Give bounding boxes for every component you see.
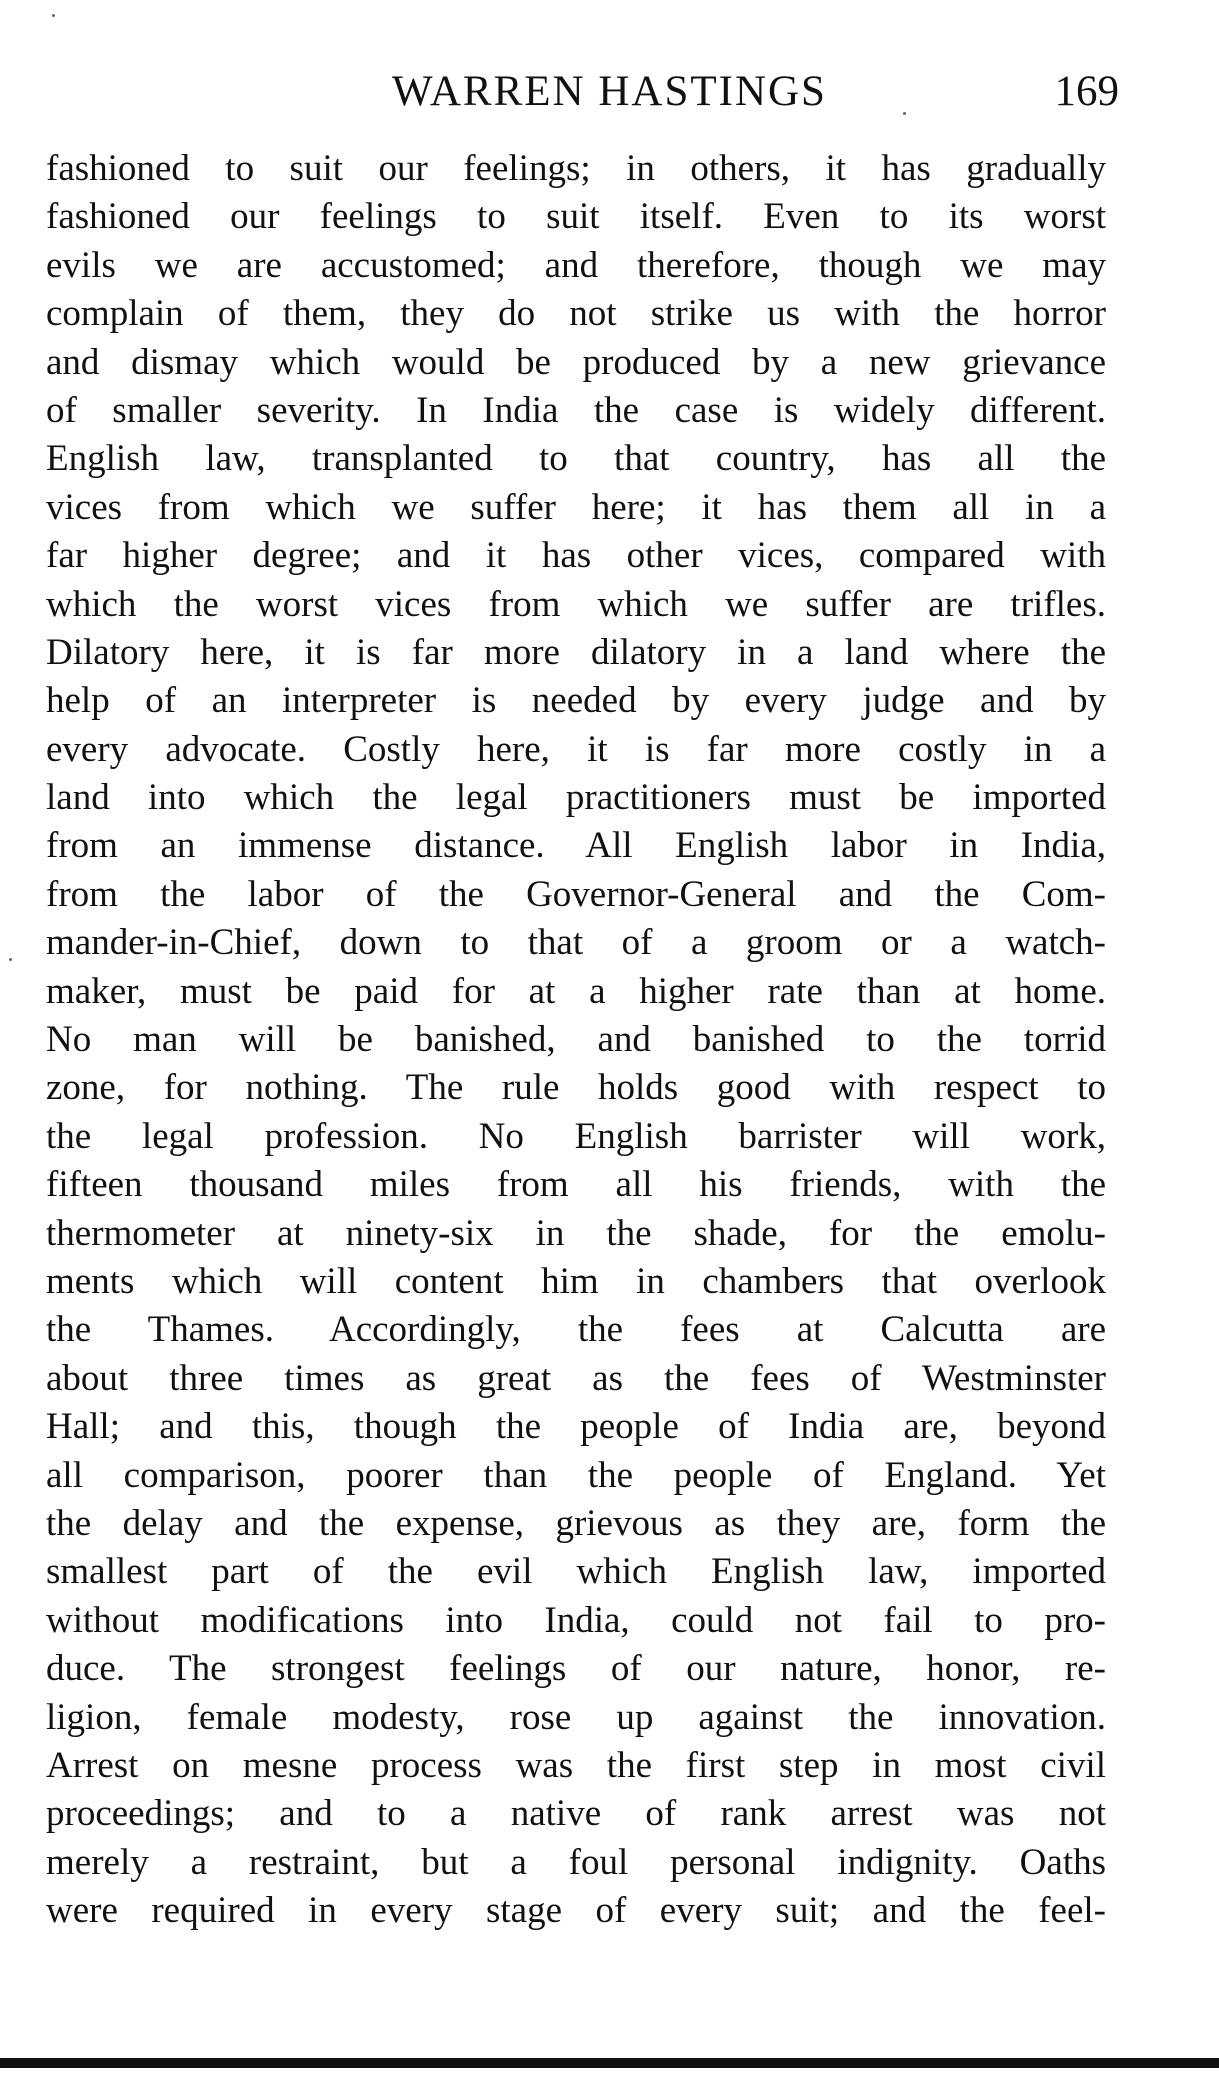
text-line: mander-in-Chief, down to that of a groom or a watch-: [46, 922, 1106, 964]
text-line: evils we are accustomed; and therefore, though we may: [46, 244, 1106, 286]
text-line: Hall; and this, though the people of India are, beyond: [46, 1406, 1106, 1448]
page-number: 169: [1054, 68, 1119, 115]
text-line: smallest part of the evil which English law, imported: [46, 1551, 1106, 1593]
text-line: fashioned to suit our feelings; in others, it has gradually: [46, 148, 1106, 189]
text-line: the legal profession. No English barrister will work,: [46, 1115, 1106, 1157]
text-line: zone, for nothing. The rule holds good with respect to: [46, 1067, 1106, 1109]
text-line: from the labor of the Governor-General and the Com-: [46, 873, 1106, 915]
text-line: duce. The strongest feelings of our nature, honor, re-: [46, 1648, 1106, 1690]
text-line: merely a restraint, but a foul personal indignity. Oaths: [46, 1841, 1106, 1883]
text-line: complain of them, they do not strike us with the horror: [46, 293, 1106, 335]
text-line: the Thames. Accordingly, the fees at Calcutta are: [46, 1309, 1106, 1351]
text-line: without modifications into India, could not fail to pro-: [46, 1599, 1106, 1641]
text-line: proceedings; and to a native of rank arrest was not: [46, 1793, 1106, 1835]
text-line: from an immense distance. All English labor in India,: [46, 825, 1106, 867]
text-line: No man will be banished, and banished to the torrid: [46, 1019, 1106, 1061]
text-line: ments which will content him in chambers that overlook: [46, 1260, 1106, 1302]
text-line: of smaller severity. In India the case is widely different.: [46, 389, 1106, 431]
text-line: thermometer at ninety-six in the shade, for the emolu-: [46, 1212, 1106, 1254]
text-line: vices from which we suffer here; it has them all in a: [46, 486, 1106, 528]
print-speck: [9, 958, 12, 961]
text-line: all comparison, poorer than the people of England. Yet: [46, 1454, 1106, 1496]
text-line: Dilatory here, it is far more dilatory in a land where the: [46, 631, 1106, 673]
text-line: maker, must be paid for at a higher rate than at home.: [46, 970, 1106, 1012]
text-line: and dismay which would be produced by a new grievance: [46, 341, 1106, 383]
text-line: help of an interpreter is needed by every judge and by: [46, 680, 1106, 722]
running-title: WARREN HASTINGS: [392, 68, 827, 115]
text-line: every advocate. Costly here, it is far more costly in a: [46, 728, 1106, 770]
text-line: were required in every stage of every suit; and the feel-: [46, 1890, 1106, 1932]
print-speck: [52, 14, 55, 17]
text-line: far higher degree; and it has other vices, compared with: [46, 535, 1106, 577]
text-line: land into which the legal practitioners must be imported: [46, 777, 1106, 819]
text-line: fifteen thousand miles from all his friends, with the: [46, 1164, 1106, 1206]
text-line: about three times as great as the fees of Westminster: [46, 1357, 1106, 1399]
bottom-rule: [0, 2058, 1219, 2068]
text-line: ligion, female modesty, rose up against the innovation.: [46, 1696, 1106, 1738]
running-header: [0, 62, 1219, 122]
text-line: which the worst vices from which we suffer are trifles.: [46, 583, 1106, 625]
body-text: [46, 145, 1106, 1935]
text-line: Arrest on mesne process was the first step in most civil: [46, 1744, 1106, 1786]
text-line: fashioned our feelings to suit itself. Even to its worst: [46, 196, 1106, 238]
text-line: English law, transplanted to that country, has all the: [46, 438, 1106, 480]
text-line: the delay and the expense, grievous as they are, form the: [46, 1502, 1106, 1544]
